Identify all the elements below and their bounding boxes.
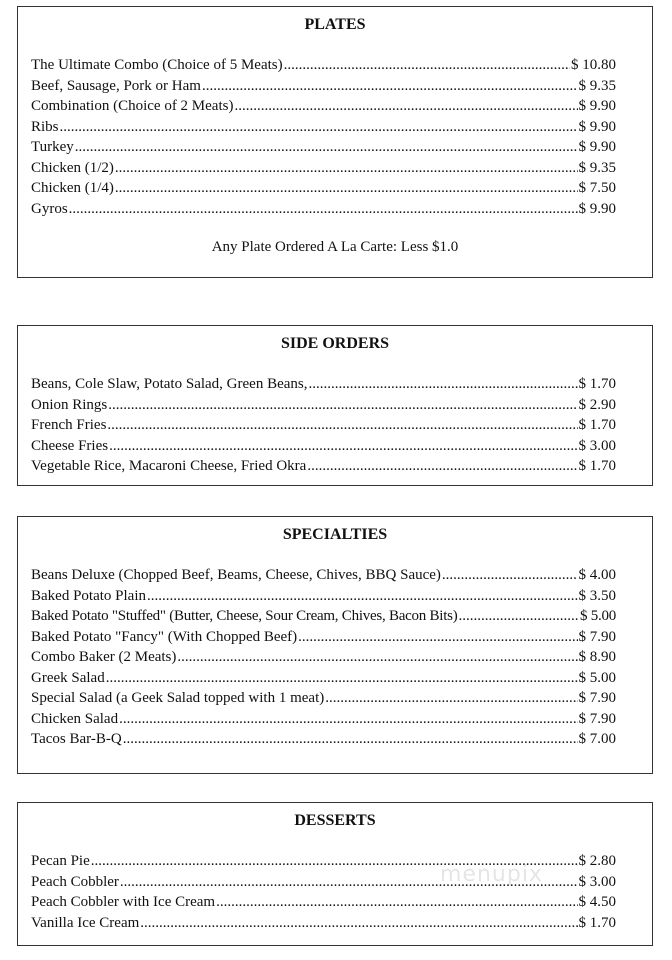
menu-item: Baked Potato "Fancy" (With Chopped Beef) ..... $ 7.90 xyxy=(31,627,616,648)
side-orders-section xyxy=(17,325,653,486)
menu-item: Turkey ..... $ 9.90 xyxy=(31,137,616,158)
section-title: SIDE ORDERS xyxy=(280,335,390,352)
menu-item: Onion Rings ..... $ 2.90 xyxy=(31,395,616,416)
menu-item: Chicken (1/4) ..... $ 7.50 xyxy=(31,178,616,199)
menu-item: Gyros ..... $ 9.90 xyxy=(31,199,616,220)
plates-section xyxy=(17,6,653,278)
menu-item: French Fries ..... $ 1.70 xyxy=(31,415,616,436)
menu-item: Baked Potato Plain ..... $ 3.50 xyxy=(31,586,616,607)
menu-item: Chicken Salad ..... $ 7.90 xyxy=(31,709,616,730)
menu-item: Combination (Choice of 2 Meats) ..... $ 9.90 xyxy=(31,96,616,117)
menu-item: Ribs ..... $ 9.90 xyxy=(31,117,616,138)
menu-item: Beans Deluxe (Chopped Beef, Beams, Cheese, Chives, BBQ Sauce) ..... $ 4.00 xyxy=(31,565,616,586)
menu-item: Beef, Sausage, Pork or Ham ..... $ 9.35 xyxy=(31,76,616,97)
watermark: menupix xyxy=(440,862,543,887)
menu-item: Vanilla Ice Cream ..... $ 1.70 xyxy=(31,913,616,934)
menu-item: The Ultimate Combo (Choice of 5 Meats) ..... $ 10.80 xyxy=(31,55,616,76)
menu-item: Vegetable Rice, Macaroni Cheese, Fried Okra ..... $ 1.70 xyxy=(31,456,616,477)
menu-item: Beans, Cole Slaw, Potato Salad, Green Beans, ..... $ 1.70 xyxy=(31,374,616,395)
menu-list xyxy=(31,565,616,750)
menu-item: Cheese Fries ..... $ 3.00 xyxy=(31,436,616,457)
section-title: DESSERTS xyxy=(294,812,376,829)
menu-item: Baked Potato "Stuffed" (Butter, Cheese, Sour Cream, Chives, Bacon Bits) ..... $ 5.00 xyxy=(31,606,616,627)
section-title: SPECIALTIES xyxy=(282,526,388,543)
specialties-section xyxy=(17,516,653,774)
menu-item: Pecan Pie ..... $ 2.80 xyxy=(31,851,616,872)
menu-item: Combo Baker (2 Meats) ..... $ 8.90 xyxy=(31,647,616,668)
section-title: PLATES xyxy=(304,16,366,33)
menu-list xyxy=(31,374,616,477)
menu-item: Special Salad (a Geek Salad topped with 1 meat) ..... $ 7.90 xyxy=(31,688,616,709)
a-la-carte-note: Any Plate Ordered A La Carte: Less $1.0 xyxy=(211,239,459,255)
menu-item: Tacos Bar-B-Q ..... $ 7.00 xyxy=(31,729,616,750)
menu-item: Peach Cobbler with Ice Cream ..... $ 4.50 xyxy=(31,892,616,913)
menu-item: Chicken (1/2) ..... $ 9.35 xyxy=(31,158,616,179)
menu-list xyxy=(31,55,616,219)
menu-item: Peach Cobbler ..... $ 3.00 xyxy=(31,872,616,893)
desserts-section xyxy=(17,802,653,946)
menu-item: Greek Salad ..... $ 5.00 xyxy=(31,668,616,689)
